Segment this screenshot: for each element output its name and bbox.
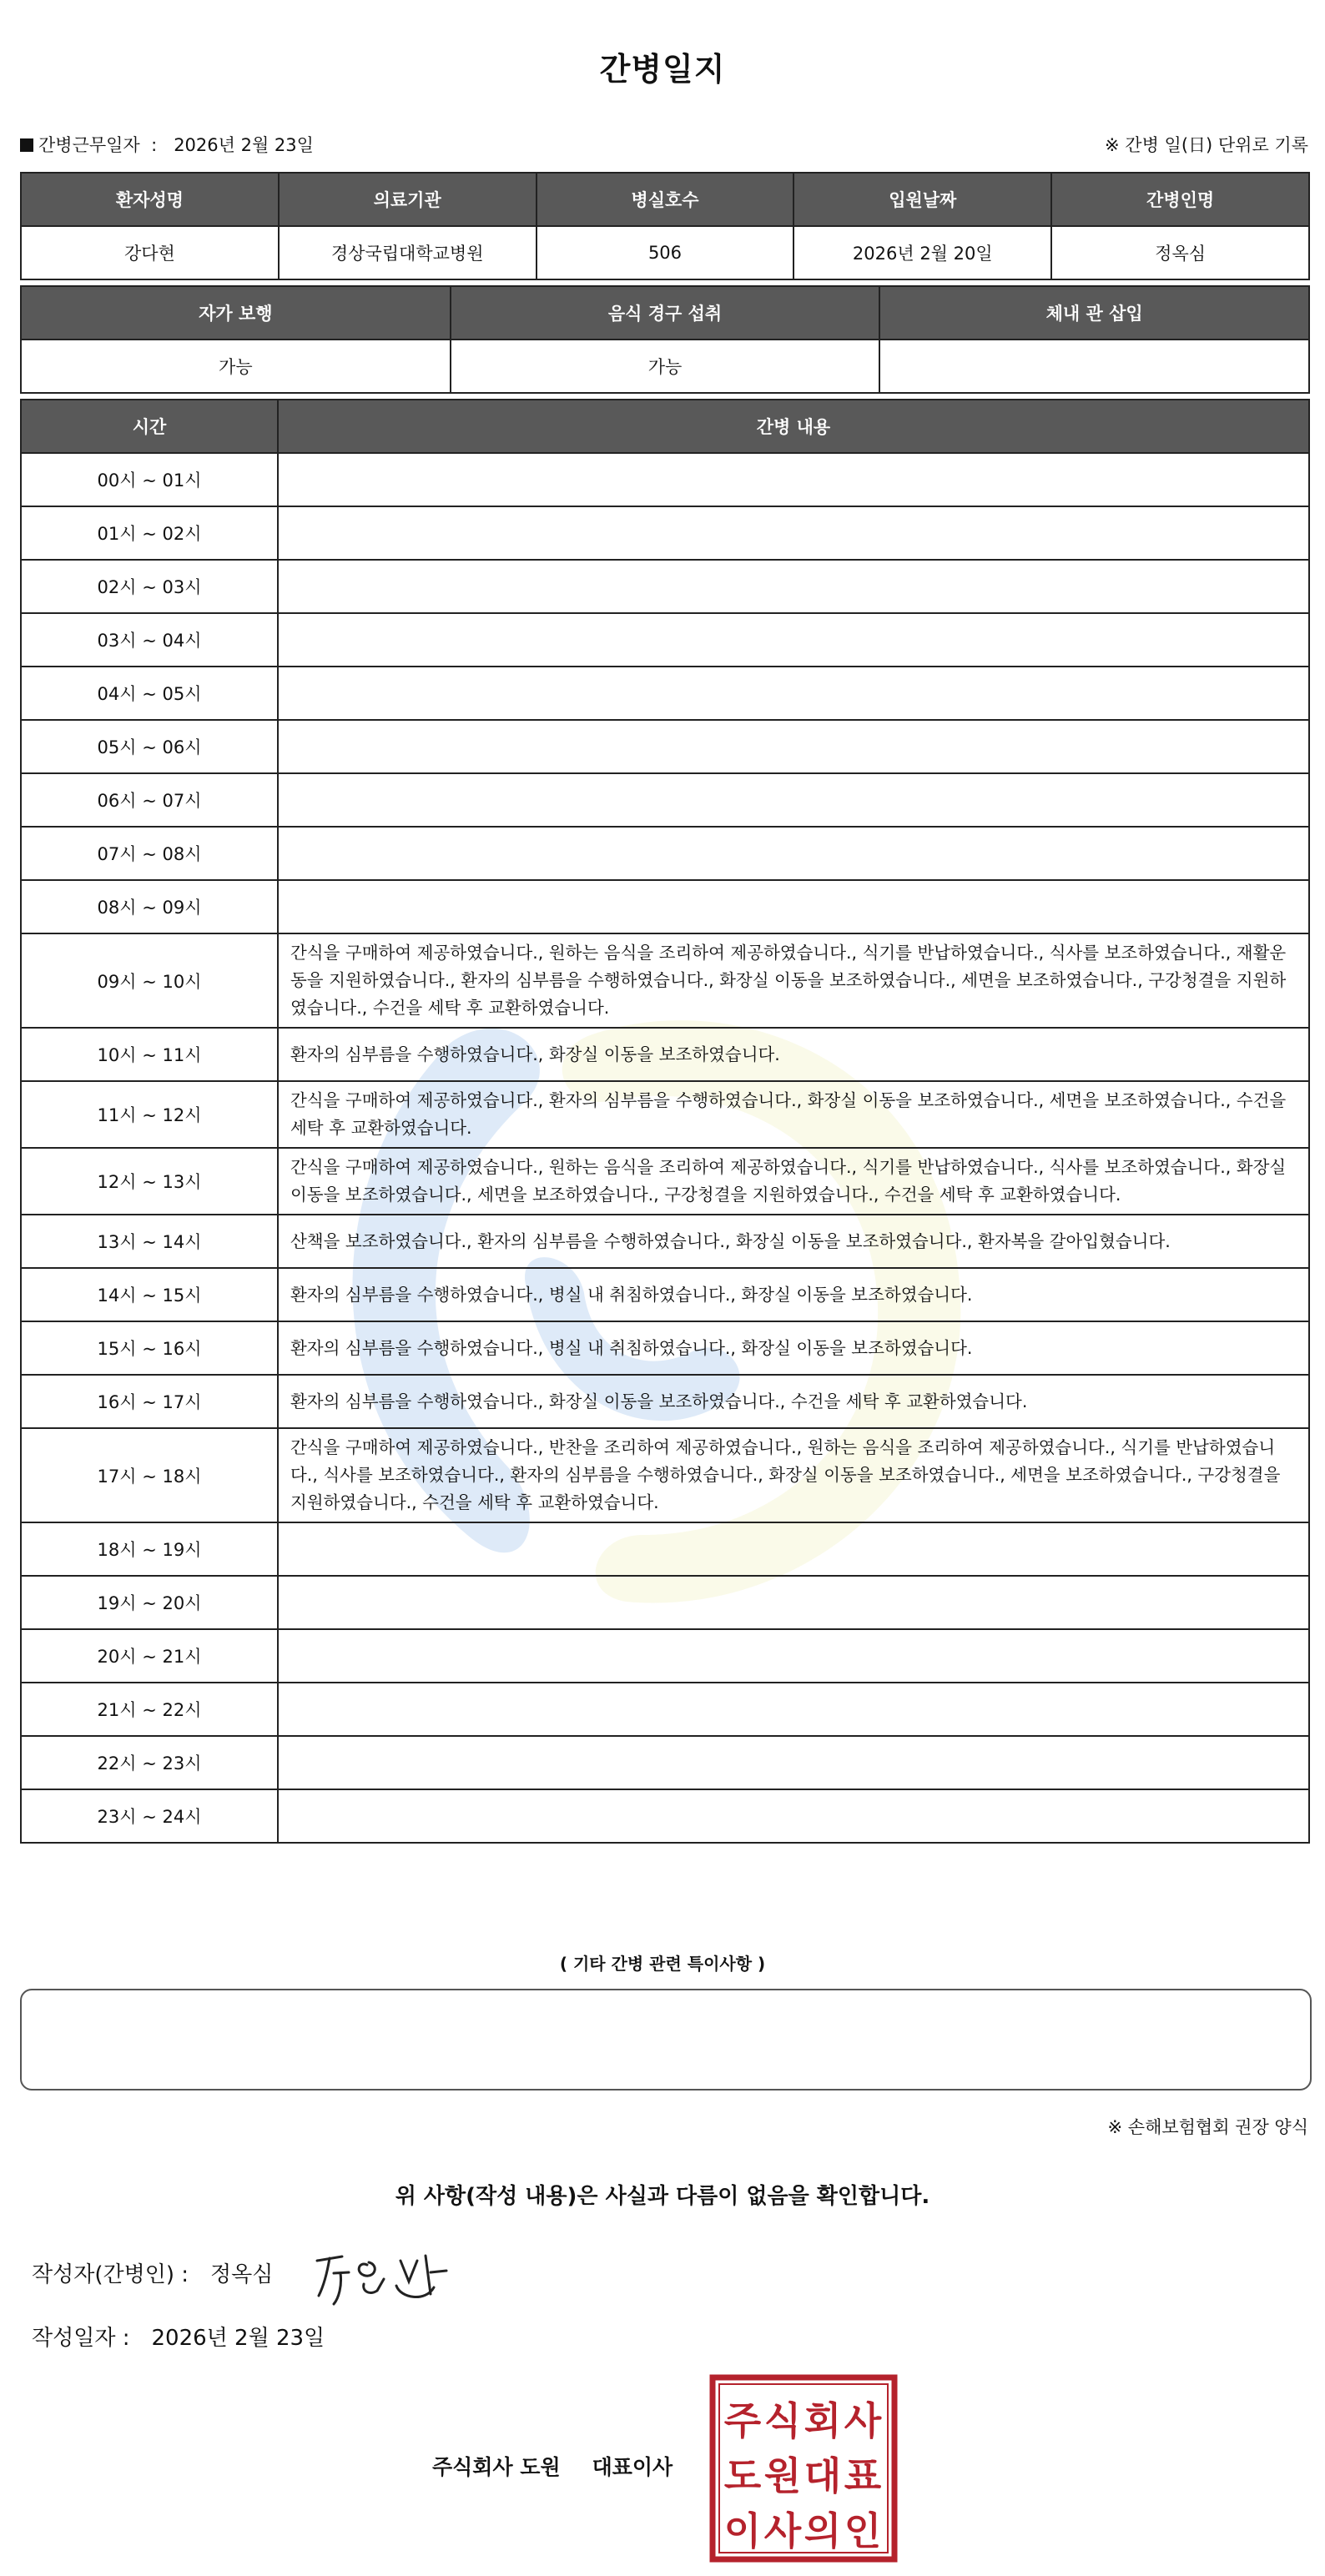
time-slot: 22시 ~ 23시 <box>21 1736 278 1789</box>
time-slot: 02시 ~ 03시 <box>21 560 278 613</box>
self-walking-value: 가능 <box>21 340 451 393</box>
care-content: 간식을 구매하여 제공하였습니다., 반찬을 조리하여 제공하였습니다., 원하는 음식을 조리하여 제공하였습니다., 식기를 반납하였습니다., 식사를 보조하였습니다., 환자의 심부름을 수행하였습니다., 화장실 이동을 보조하였습니다., 세면을 보조하였습니다., 구강청결을 지원하였습니다., 수건을 세탁 후 교환하였습니다. <box>278 1428 1309 1522</box>
care-content <box>278 453 1309 506</box>
care-content <box>278 506 1309 560</box>
time-slot: 13시 ~ 14시 <box>21 1215 278 1268</box>
care-content <box>278 1522 1309 1576</box>
written-date-value: 2026년 2월 23일 <box>151 2326 325 2351</box>
special-notes-box <box>20 1989 1312 2090</box>
care-content: 환자의 심부름을 수행하였습니다., 화장실 이동을 보조하였습니다., 수건을 세탁 후 교환하였습니다. <box>278 1375 1309 1428</box>
time-slot: 06시 ~ 07시 <box>21 773 278 827</box>
work-date-value: 2026년 2월 23일 <box>174 135 314 155</box>
table-row <box>21 1321 1309 1375</box>
table-row <box>21 453 1309 506</box>
recommend-form-note: ※ 손해보험협회 권장 양식 <box>1107 2117 1308 2137</box>
table-row <box>21 1148 1309 1215</box>
time-slot: 00시 ~ 01시 <box>21 453 278 506</box>
time-slot: 04시 ~ 05시 <box>21 667 278 720</box>
tube-insertion-header: 체내 관 삽입 <box>879 286 1309 340</box>
special-notes-title: ( 기타 간병 관련 특이사항 ) <box>559 1954 766 1974</box>
table-row <box>21 933 1309 1028</box>
time-slot: 01시 ~ 02시 <box>21 506 278 560</box>
care-content: 환자의 심부름을 수행하였습니다., 병실 내 취침하였습니다., 화장실 이동을 보조하였습니다. <box>278 1268 1309 1321</box>
handwritten-signature-icon <box>309 2236 459 2311</box>
time-slot: 12시 ~ 13시 <box>21 1148 278 1215</box>
svg-text:식: 식 <box>763 2398 802 2443</box>
svg-text:의: 의 <box>804 2508 842 2553</box>
table-row <box>21 1428 1309 1522</box>
table-row <box>21 1683 1309 1736</box>
document-title: 간병일지 <box>599 51 726 88</box>
svg-text:회: 회 <box>804 2398 842 2443</box>
care-content <box>278 1683 1309 1736</box>
care-content: 간식을 구매하여 제공하였습니다., 환자의 심부름을 수행하였습니다., 화장실 이동을 보조하였습니다., 세면을 보조하였습니다., 수건을 세탁 후 교환하였습니다. <box>278 1081 1309 1148</box>
time-slot: 10시 ~ 11시 <box>21 1028 278 1081</box>
patient-name-header: 환자성명 <box>21 173 279 226</box>
care-content <box>278 880 1309 933</box>
patient-ability-table <box>20 285 1310 394</box>
table-row <box>21 1028 1309 1081</box>
table-row <box>21 560 1309 613</box>
table-row <box>21 1736 1309 1789</box>
company-line <box>432 2451 673 2481</box>
table-row <box>21 880 1309 933</box>
admission-date-value: 2026년 2월 20일 <box>793 226 1051 279</box>
care-content <box>278 1789 1309 1843</box>
time-slot: 03시 ~ 04시 <box>21 613 278 667</box>
oral-intake-header: 음식 경구 섭취 <box>451 286 880 340</box>
record-unit-note: ※ 간병 일(日) 단위로 기록 <box>1105 135 1308 155</box>
author-name: 정옥심 <box>210 2262 274 2287</box>
square-bullet-icon <box>20 138 33 152</box>
time-slot: 09시 ~ 10시 <box>21 933 278 1028</box>
work-date-label: 간병근무일자 <box>38 135 140 155</box>
care-content <box>278 1736 1309 1789</box>
patient-name-value: 강다현 <box>21 226 279 279</box>
table-row <box>21 773 1309 827</box>
care-content <box>278 773 1309 827</box>
svg-text:원: 원 <box>763 2453 802 2498</box>
work-date-separator: : <box>151 135 158 155</box>
care-content <box>278 613 1309 667</box>
hourly-care-log-table <box>20 399 1310 1844</box>
time-slot: 20시 ~ 21시 <box>21 1629 278 1683</box>
svg-text:도: 도 <box>723 2453 762 2498</box>
table-row <box>21 1522 1309 1576</box>
care-content <box>278 560 1309 613</box>
table-row <box>21 1375 1309 1428</box>
table-row <box>21 1629 1309 1683</box>
care-content-header: 간병 내용 <box>278 400 1309 453</box>
caregiver-name-value: 정옥심 <box>1051 226 1309 279</box>
table-row <box>21 827 1309 880</box>
self-walking-header: 자가 보행 <box>21 286 451 340</box>
care-content <box>278 827 1309 880</box>
oral-intake-value: 가능 <box>451 340 880 393</box>
svg-text:인: 인 <box>844 2508 882 2553</box>
confirm-statement: 위 사항(작성 내용)은 사실과 다름이 없음을 확인합니다. <box>395 2184 930 2209</box>
care-content <box>278 720 1309 773</box>
time-slot: 16시 ~ 17시 <box>21 1375 278 1428</box>
svg-text:이: 이 <box>723 2508 762 2553</box>
table-row <box>21 1081 1309 1148</box>
time-slot: 17시 ~ 18시 <box>21 1428 278 1522</box>
admission-date-header: 입원날짜 <box>793 173 1051 226</box>
table-row <box>21 1576 1309 1629</box>
time-slot: 05시 ~ 06시 <box>21 720 278 773</box>
care-content <box>278 667 1309 720</box>
care-content: 간식을 구매하여 제공하였습니다., 원하는 음식을 조리하여 제공하였습니다., 식기를 반납하였습니다., 식사를 보조하였습니다., 재활운동을 지원하였습니다., 환자의 심부름을 수행하였습니다., 화장실 이동을 보조하였습니다., 세면을 보조하였습니다., 구강청결을 지원하였습니다., 수건을 세탁 후 교환하였습니다. <box>278 933 1309 1028</box>
room-number-header: 병실호수 <box>537 173 794 226</box>
work-date-line <box>20 132 314 157</box>
svg-text:주: 주 <box>723 2398 762 2443</box>
hospital-value: 경상국립대학교병원 <box>279 226 537 279</box>
hospital-header: 의료기관 <box>279 173 537 226</box>
time-slot: 21시 ~ 22시 <box>21 1683 278 1736</box>
written-date-label: 작성일자 : <box>32 2326 130 2351</box>
room-number-value: 506 <box>537 226 794 279</box>
caregiver-name-header: 간병인명 <box>1051 173 1309 226</box>
table-row <box>21 720 1309 773</box>
time-header: 시간 <box>21 400 278 453</box>
svg-text:사: 사 <box>763 2508 802 2553</box>
time-slot: 14시 ~ 15시 <box>21 1268 278 1321</box>
patient-info-table <box>20 172 1310 280</box>
time-slot: 18시 ~ 19시 <box>21 1522 278 1576</box>
author-label: 작성자(간병인) : <box>32 2262 189 2287</box>
time-slot: 19시 ~ 20시 <box>21 1576 278 1629</box>
svg-text:표: 표 <box>844 2453 882 2498</box>
author-line <box>32 2257 273 2288</box>
svg-text:대: 대 <box>804 2453 842 2498</box>
care-content: 환자의 심부름을 수행하였습니다., 병실 내 취침하였습니다., 화장실 이동을 보조하였습니다. <box>278 1321 1309 1375</box>
ceo-label: 대표이사 <box>592 2455 673 2479</box>
table-row <box>21 1268 1309 1321</box>
care-content: 산책을 보조하였습니다., 환자의 심부름을 수행하였습니다., 화장실 이동을 보조하였습니다., 환자복을 갈아입혔습니다. <box>278 1215 1309 1268</box>
company-seal-icon <box>709 2374 898 2563</box>
company-name: 주식회사 도원 <box>432 2455 561 2479</box>
tube-insertion-value <box>879 340 1309 393</box>
table-row <box>21 1789 1309 1843</box>
table-row <box>21 667 1309 720</box>
time-slot: 11시 ~ 12시 <box>21 1081 278 1148</box>
table-row <box>21 506 1309 560</box>
table-row <box>21 613 1309 667</box>
time-slot: 23시 ~ 24시 <box>21 1789 278 1843</box>
svg-text:사: 사 <box>844 2398 882 2443</box>
care-content <box>278 1576 1309 1629</box>
time-slot: 08시 ~ 09시 <box>21 880 278 933</box>
time-slot: 15시 ~ 16시 <box>21 1321 278 1375</box>
time-slot: 07시 ~ 08시 <box>21 827 278 880</box>
written-date-line <box>32 2321 325 2352</box>
care-content: 환자의 심부름을 수행하였습니다., 화장실 이동을 보조하였습니다. <box>278 1028 1309 1081</box>
care-content <box>278 1629 1309 1683</box>
table-row <box>21 1215 1309 1268</box>
care-content: 간식을 구매하여 제공하였습니다., 원하는 음식을 조리하여 제공하였습니다., 식기를 반납하였습니다., 식사를 보조하였습니다., 화장실 이동을 보조하였습니다., 세면을 보조하였습니다., 구강청결을 지원하였습니다., 수건을 세탁 후 교환하였습니다. <box>278 1148 1309 1215</box>
